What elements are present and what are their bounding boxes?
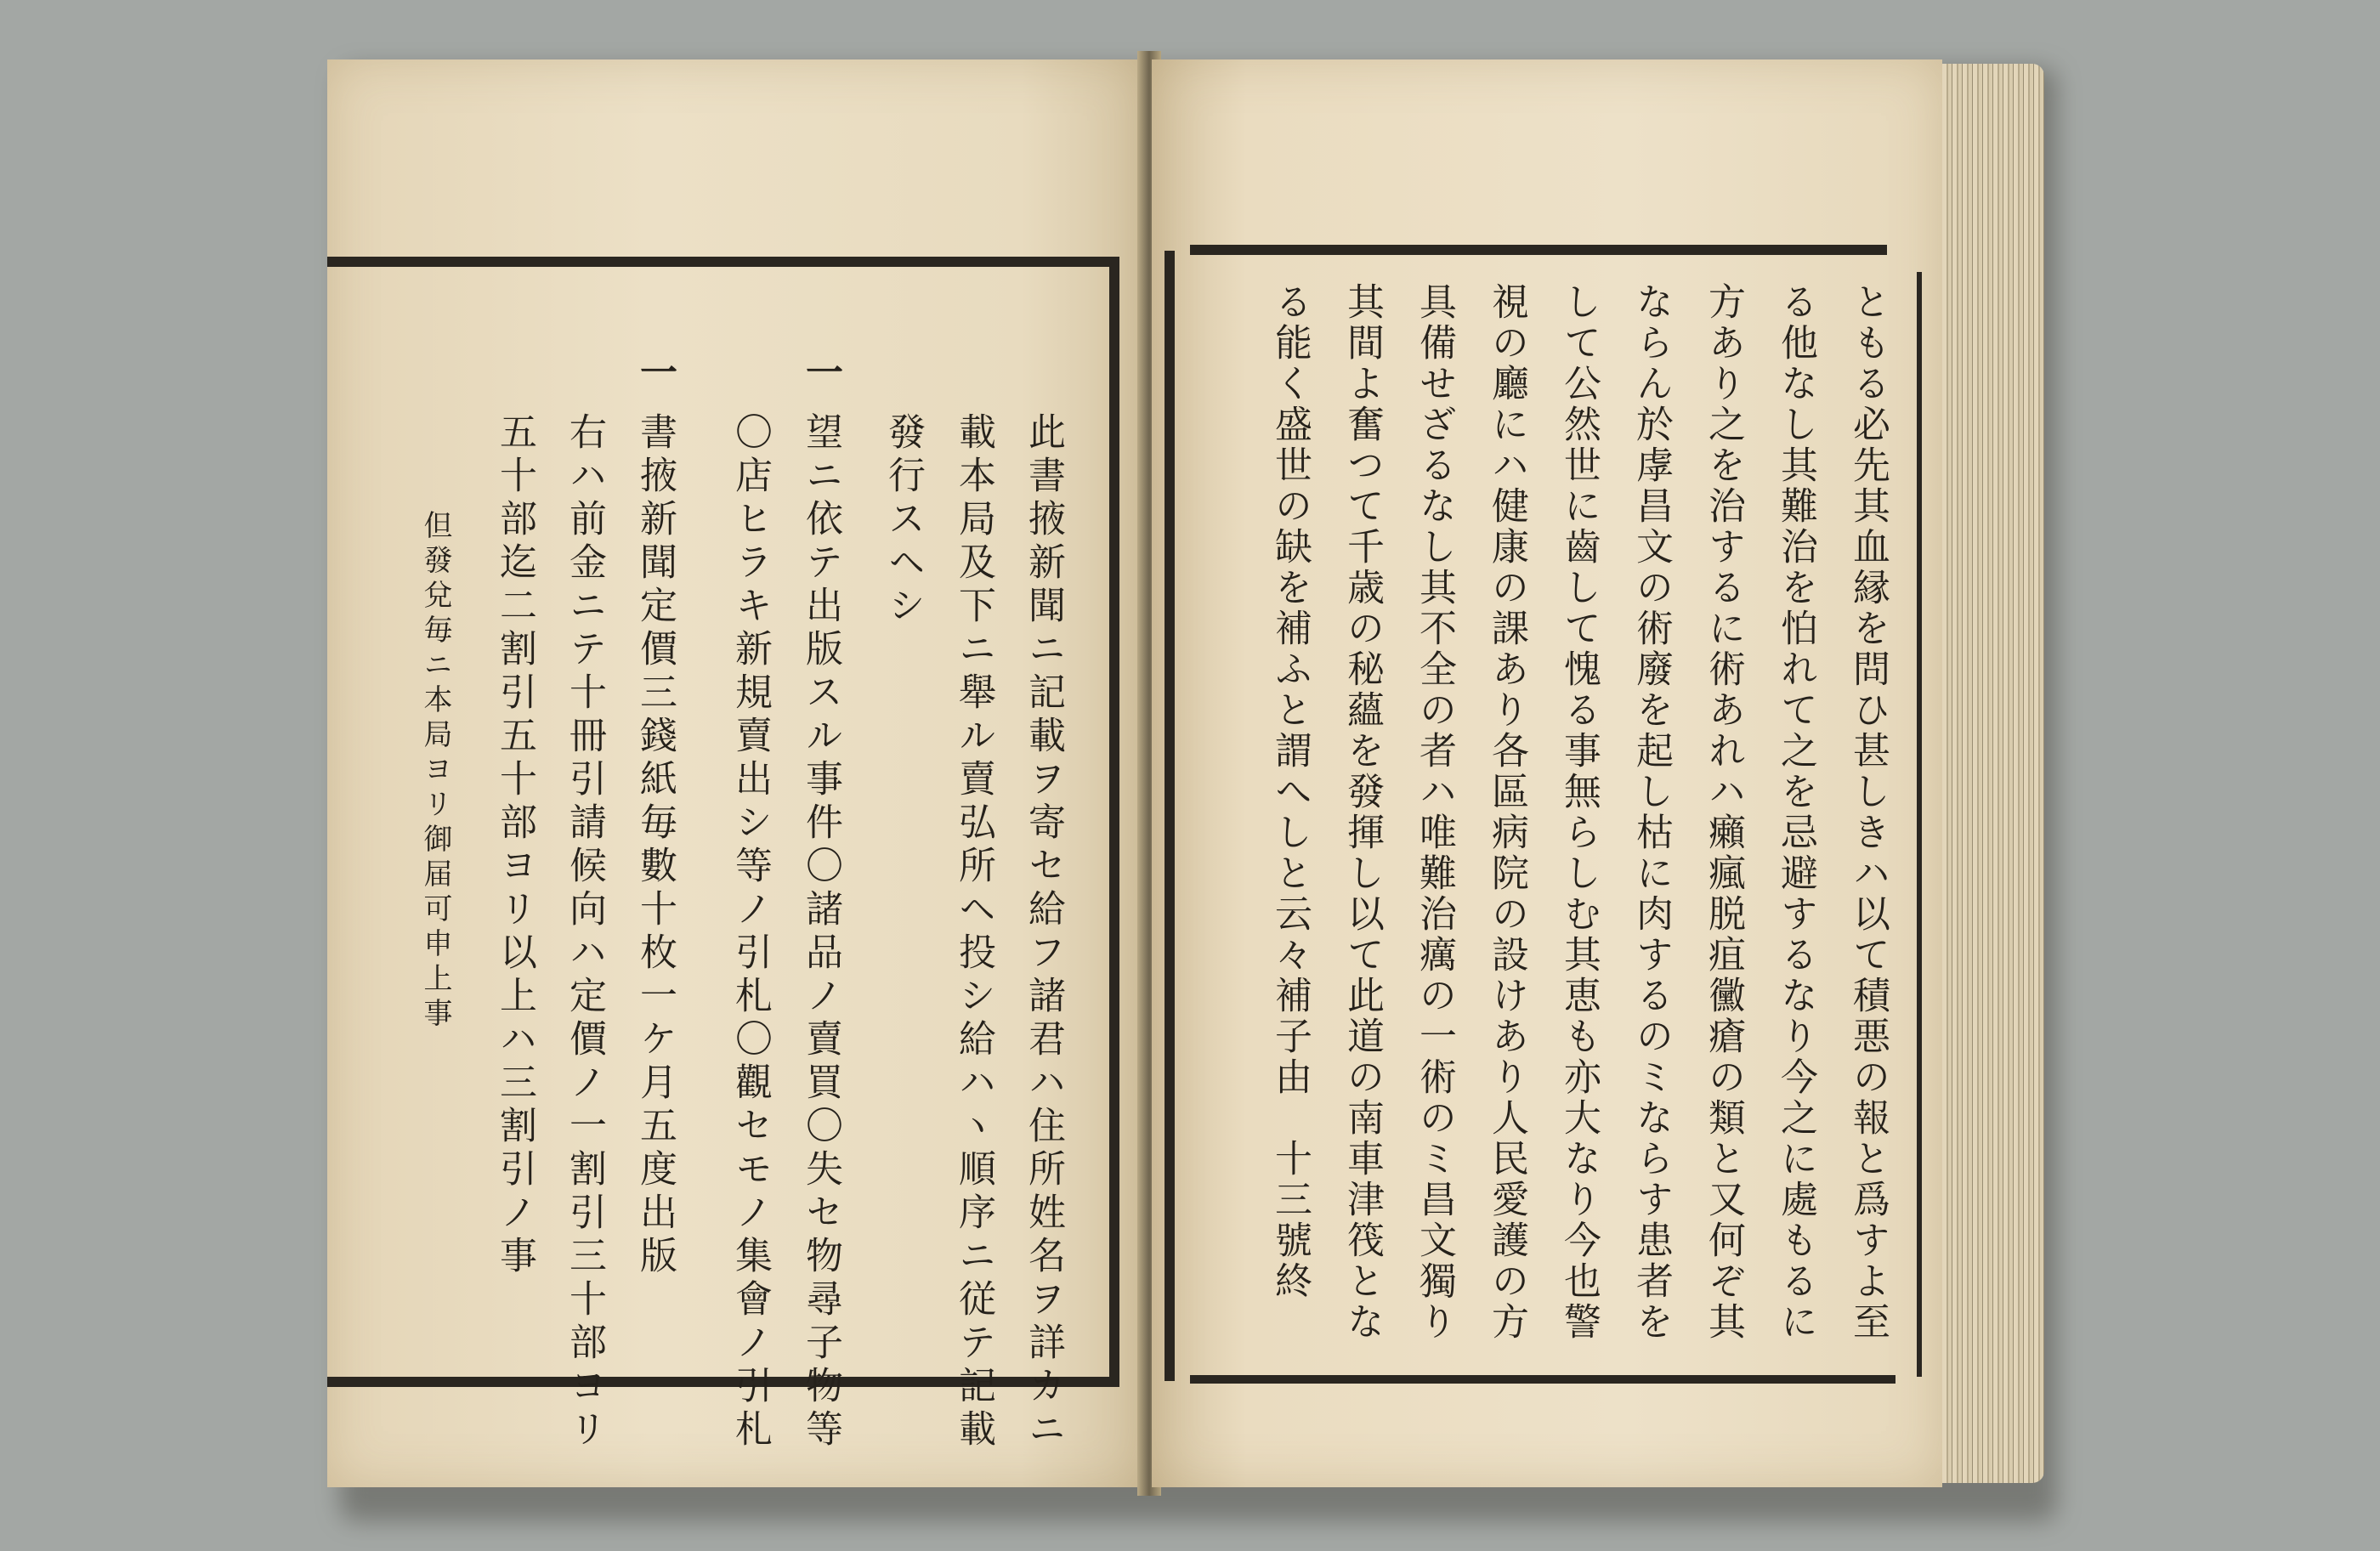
text-column: 此書掖新聞ニ記載ヲ寄セ給フ諸君ハ住所姓名ヲ詳カニ — [1022, 412, 1065, 1452]
inner-border — [1917, 272, 1922, 1377]
text-column: 書掖新聞定價三錢紙毎數十枚一ケ月五度出版 — [633, 412, 677, 1279]
text-column: 具備せざるなし其不全の者ハ唯難治癘の一術のミ昌文獨り — [1413, 282, 1456, 1343]
side-border — [1109, 257, 1119, 1387]
bottom-border — [1190, 1375, 1896, 1384]
text-column: 其間よ奮つて千歳の秘蘊を發揮し以て此道の南車津筏とな — [1340, 282, 1384, 1343]
text-column: 載本局及下ニ舉ル賣弘所ヘ投シ給ハヽ順序ニ従テ記載 — [952, 412, 995, 1452]
text-column: る他なし其難治を怕れて之を忌避するなり今之に處もるに — [1774, 282, 1817, 1343]
bottom-border — [327, 1377, 1118, 1387]
page-edges — [1942, 64, 2044, 1483]
text-column: る能く盛世の缺を補ふと謂へしと云々補子由 十三號終 — [1268, 282, 1312, 1302]
text-column: して公然世に齒して愧る事無らしむ其恵も亦大なり今也警 — [1557, 282, 1601, 1343]
top-border — [1190, 245, 1887, 255]
text-column: 方あり之を治するに術あれハ癩瘋脱疽黴瘡の類と又何ぞ其 — [1702, 282, 1745, 1343]
text-column: 右ハ前金ニテ十冊引請候向ハ定價ノ一割引三十部ヨリ — [563, 412, 606, 1452]
right-page — [1152, 59, 1942, 1487]
bullet-mark: 一 — [799, 353, 842, 396]
side-border — [1164, 251, 1175, 1381]
text-column: 視の廳にハ健康の課あり各區病院の設けあり人民愛護の方 — [1485, 282, 1528, 1343]
text-column: 望ニ依テ出版スル事件〇諸品ノ賣買〇失セ物尋子物等 — [799, 412, 842, 1452]
top-border — [327, 257, 1118, 267]
left-page — [327, 59, 1143, 1487]
text-column: 發行スヘシ — [881, 412, 925, 629]
text-column: ともる必先其血縁を問ひ甚しきハ以て積悪の報と爲すよ至 — [1846, 282, 1890, 1343]
text-column: 〇店ヒラキ新規賣出シ等ノ引札〇觀セモノ集會ノ引札 — [728, 412, 772, 1452]
text-column: ならん於虖昌文の術廢を起し枯に肉するのミならす患者を — [1629, 282, 1673, 1343]
bullet-mark: 一 — [633, 353, 677, 396]
text-column: 五十部迄二割引五十部ヨリ以上ハ三割引ノ事 — [493, 412, 536, 1279]
text-column-note: 但發兌毎ニ本局ヨリ御届可申上事 — [418, 510, 452, 1033]
